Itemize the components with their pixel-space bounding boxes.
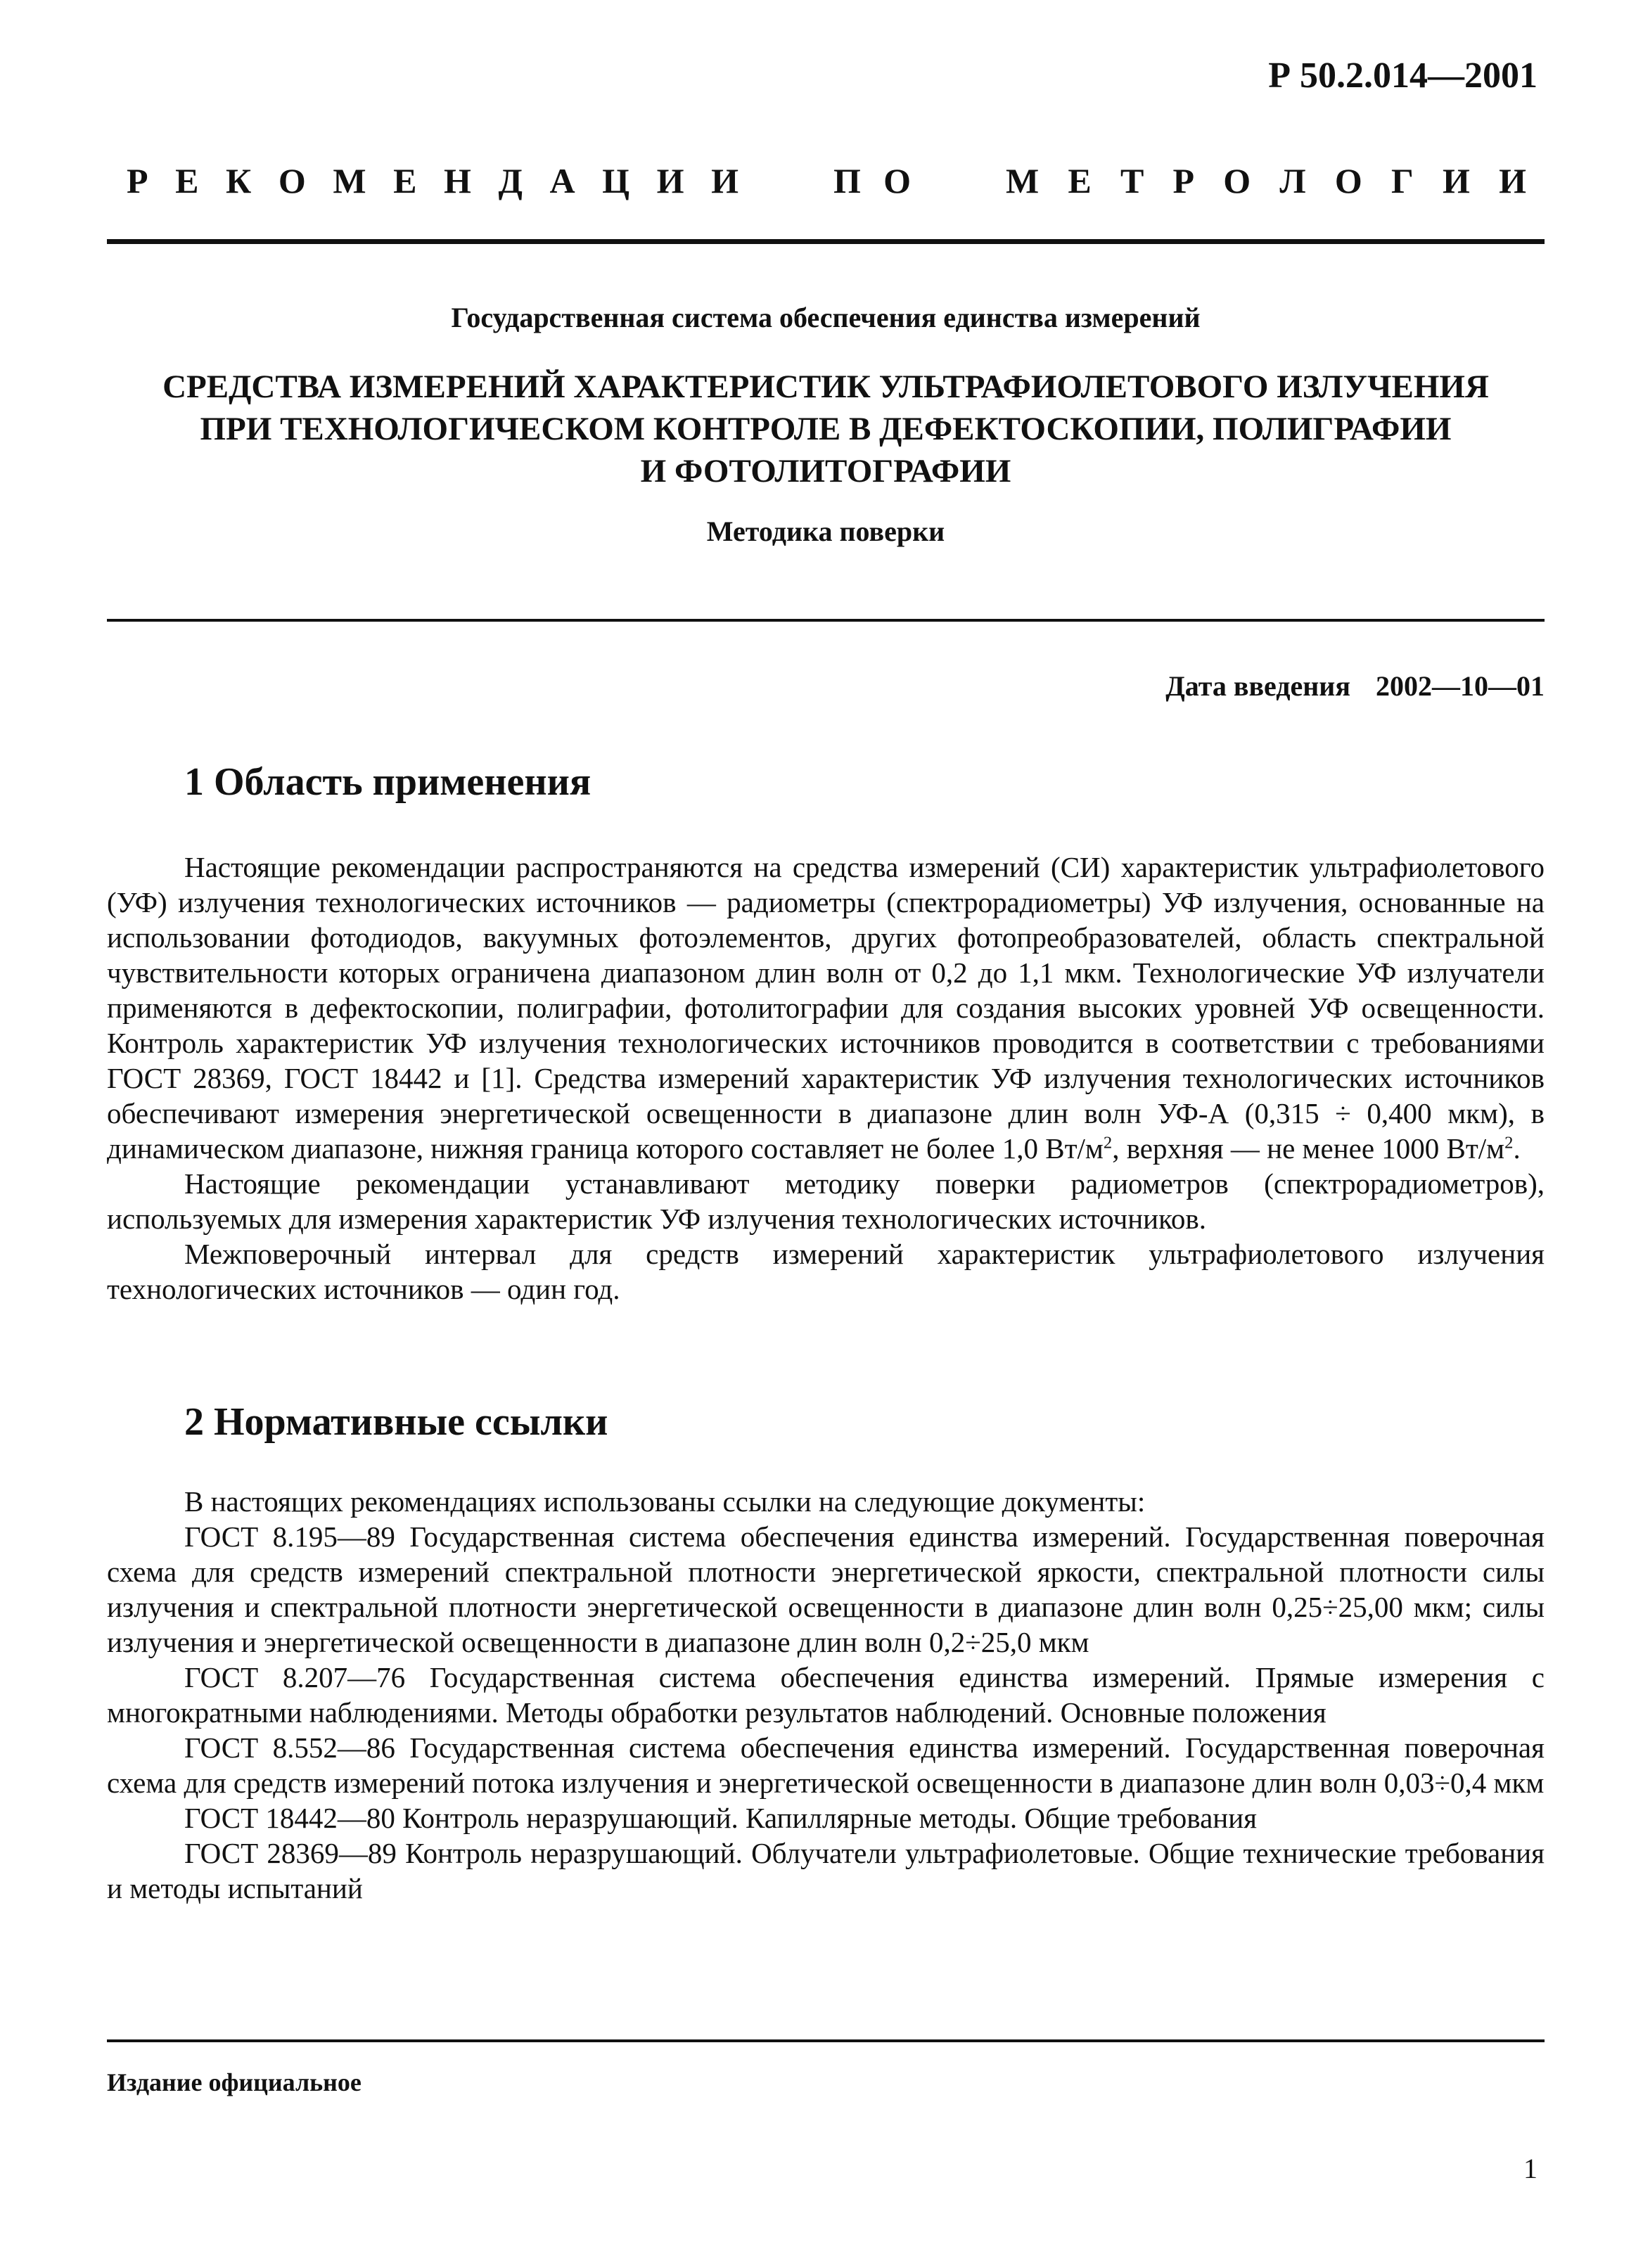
paragraph: Настоящие рекомендации устанавливают методику поверки радиометров (спектрорадиометров), используемых для измерения характеристик УФ излучения технологических источников. (107, 1167, 1545, 1235)
reference-item: ГОСТ 28369—89 Контроль неразрушающий. Облучатели ультрафиолетовые. Общие технические требования и методы испытаний (107, 1837, 1545, 1904)
title-rule (107, 619, 1545, 622)
date-label: Дата введения (1165, 670, 1350, 702)
date-value: 2002—10—01 (1376, 670, 1545, 702)
title-line: И ФОТОЛИТОГРАФИИ (640, 453, 1011, 489)
section-2-body (107, 1484, 1545, 1906)
reference-item: ГОСТ 8.552—86 Государственная система обеспечения единства измерений. Государственная поверочная схема для средств измерений потока излучения и энергетической освещенности в диапазоне длин волн 0,03÷0,4 мкм (107, 1731, 1545, 1799)
page-number: 1 (1523, 2153, 1537, 2184)
effective-date (1165, 669, 1545, 703)
section-1-body (107, 850, 1545, 1307)
reference-item: ГОСТ 8.195—89 Государственная система обеспечения единства измерений. Государственная поверочная схема для средств измерений спектральной плотности энергетической яркости, спектральной плотности силы излучения и спектральной плотности энергетической освещенности в диапазоне длин волн 0,25÷25,00 мкм; силы излучения и энергетической освещенности в диапазоне длин волн 0,2÷25,0 мкм (107, 1520, 1545, 1658)
series-word-po: П О (833, 161, 911, 200)
series-word-metrology: М Е Т Р О Л О Г И И (1006, 161, 1526, 200)
edition-label: Издание официальное (107, 2068, 362, 2096)
header-rule (107, 239, 1545, 244)
reference-item: ГОСТ 18442—80 Контроль неразрушающий. Капиллярные методы. Общие требования (184, 1802, 1258, 1834)
paragraph: В настоящих рекомендациях использованы ссылки на следующие документы: (184, 1485, 1146, 1518)
document-code: Р 50.2.014—2001 (1268, 56, 1537, 96)
section-1-heading: 1 Область применения (184, 760, 592, 804)
reference-item: ГОСТ 8.207—76 Государственная система обеспечения единства измерений. Прямые измерения с многократными наблюдениями. Методы обработки результатов наблюдений. Основные положения (107, 1661, 1545, 1729)
document-title (107, 366, 1545, 492)
series-word-recommendations: Р Е К О М Е Н Д А Ц И И (127, 161, 739, 200)
footer-rule (107, 2039, 1545, 2042)
paragraph: Настоящие рекомендации распространяются на средства измерений (СИ) характеристик ультрафиолетового (УФ) излучения технологических источников — радиометры (спектрорадиометры) УФ излучения, основанные на использовании фотодиодов, вакуумных фотоэлементов, других фотопреобразователей, область спектральной чувствительности которых ограничена диапазоном длин волн от 0,2 до 1,1 мкм. Технологические УФ излучатели применяются в дефектоскопии, полиграфии, фотолитографии для создания высоких уровней УФ освещенности. Контроль характеристик УФ излучения технологических источников проводится в соответствии с требованиями ГОСТ 28369, ГОСТ 18442 и [1]. Средства измерений характеристик УФ излучения технологических источников обеспечивают измерения энергетической освещенности в диапазоне длин волн УФ-А (0,315 ÷ 0,400 мкм), в динамическом диапазоне, нижняя граница которого составляет не более 1,0 $Вт/м^2$, верхняя — не менее 1000 $Вт/м^2$. (107, 851, 1545, 1165)
paragraph: Межповерочный интервал для средств измерений характеристик ультрафиолетового излучения технологических источников — один год. (107, 1238, 1545, 1305)
document-series (127, 160, 1526, 201)
title-line: СРЕДСТВА ИЗМЕРЕНИЙ ХАРАКТЕРИСТИК УЛЬТРАФИОЛЕТОВОГО ИЗЛУЧЕНИЯ (162, 369, 1489, 405)
title-line: ПРИ ТЕХНОЛОГИЧЕСКОМ КОНТРОЛЕ В ДЕФЕКТОСКОПИИ, ПОЛИГРАФИИ (200, 411, 1452, 447)
section-2-heading: 2 Нормативные ссылки (184, 1400, 608, 1444)
system-subtitle: Государственная система обеспечения единства измерений (451, 302, 1201, 333)
method-subtitle: Методика поверки (706, 515, 945, 547)
